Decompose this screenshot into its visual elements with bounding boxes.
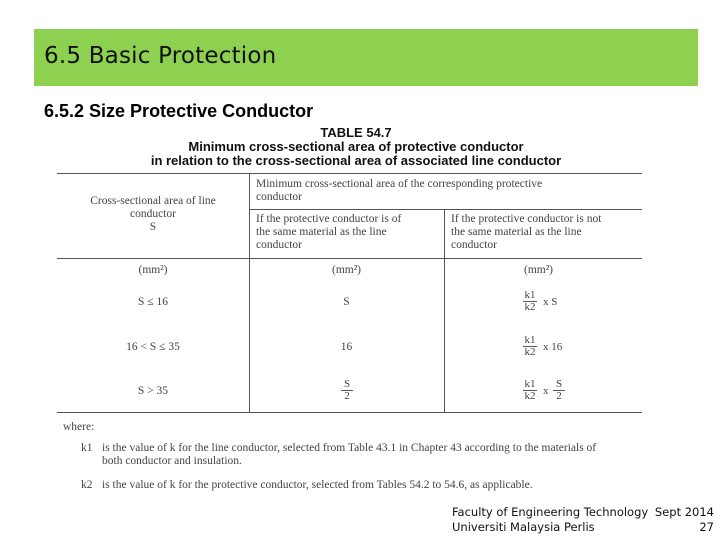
table-heading-line1: Minimum cross-sectional area of protective conductor [188,139,524,154]
unit-col2: (mm²) [332,264,361,276]
table-heading-line2: in relation to the cross-sectional area of associated line conductor [150,153,562,168]
footer-faculty: Faculty of Engineering Technology [452,505,649,519]
footer-page-number: 27 [699,520,714,534]
footer-university: Universiti Malaysia Perlis [452,520,595,534]
rule-vertical-2 [444,209,445,412]
row2-times: x 16 [543,341,563,353]
rule-top [57,173,642,174]
rule-subheader [249,209,642,210]
note2-text: is the value of k for the protective conductor, selected from Tables 54.2 to 54.6, as applicable. [102,479,533,491]
unit-col1: (mm²) [138,264,168,276]
footer-date: Sept 2014 [654,505,714,519]
span-header: Minimum cross-sectional area of the corresponding protective conductor [256,178,543,203]
unit-col3: (mm²) [524,264,553,276]
slide-subtitle: 6.5.2 Size Protective Conductor [44,101,314,121]
row3-times: x [543,385,549,397]
col2-header: If the protective conductor is of the same material as the line conductor [256,213,402,251]
slide-title-bar [34,29,698,86]
row1-times: x S [543,296,558,308]
row2-k-ratio: $\frac{k1}{k2}$ [524,334,536,358]
col3-header: If the protective conductor is not the same material as the line conductor [451,213,602,251]
row3-same-material: $\frac{S}{2}$ [341,379,353,402]
where-label: where: [63,421,95,433]
row1-k-ratio: $\frac{k1}{k2}$ [524,289,536,313]
table-image [57,124,655,496]
footer-line1 [452,505,714,520]
row2-condition: 16 < S ≤ 35 [126,341,180,353]
footer-line2 [452,520,714,535]
row3-k-ratio: $\frac{k1}{k2}$ [524,378,536,402]
rule-header-bottom [57,258,642,259]
rule-vertical-1 [249,173,250,412]
note1-text: is the value of k for the line conductor, selected from Table 43.1 in Chapter 43 according to the materials of both conductor and insulation. [102,442,597,467]
row3-s-over-2: $\frac{S}{2}$ [553,379,565,402]
note1-symbol: k1 [81,442,93,454]
slide-title: 6.5 Basic Protection [44,43,277,69]
note2-symbol: k2 [81,479,93,491]
rule-bottom [57,412,642,413]
row1-condition: S ≤ 16 [138,296,168,308]
row2-same-material: 16 [340,341,353,353]
col1-header: Cross-sectional area of line conductor S [90,195,216,233]
row3-condition: S > 35 [137,385,169,397]
table-label: TABLE 54.7 [320,125,392,140]
row1-same-material: S [343,296,350,308]
